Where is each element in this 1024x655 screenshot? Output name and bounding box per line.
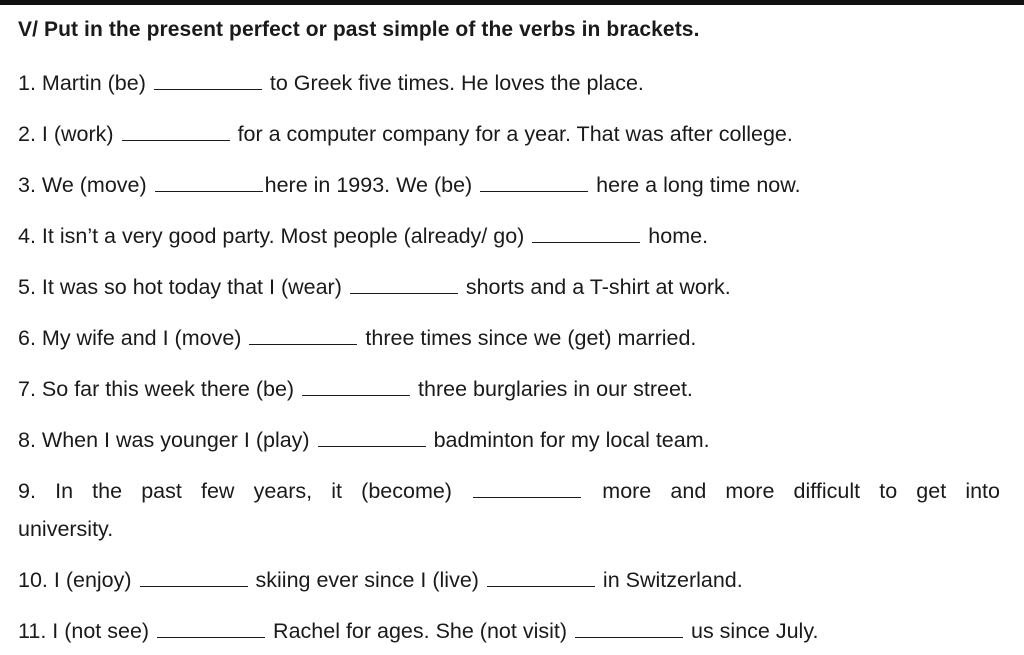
item-number: 8. (18, 428, 36, 452)
answer-blank[interactable] (480, 173, 588, 192)
exercise-item-2 (18, 121, 793, 147)
item-text: So far this week there (be) (41, 377, 295, 401)
exercise-item-11 (18, 618, 818, 644)
item-text: for a computer company for a year. That was after college. (237, 122, 793, 146)
exercise-item-5 (18, 274, 731, 300)
item-text: Martin (be) (41, 71, 146, 95)
item-text: I (not see) (52, 619, 150, 643)
exercise-item-7 (18, 376, 693, 402)
item-text: We (move) (41, 173, 147, 197)
top-border (0, 0, 1024, 5)
item-number: 10. (18, 568, 48, 592)
exercise-item-4 (18, 223, 708, 249)
item-text: I (work) (41, 122, 114, 146)
item-text: It was so hot today that I (wear) (41, 275, 342, 299)
exercise-item-8 (18, 427, 710, 453)
item-text: My wife and I (move) (41, 326, 242, 350)
item-number: 1. (18, 71, 36, 95)
answer-blank[interactable] (575, 619, 683, 638)
item-text: It isn’t a very good party. Most people (already/ go) (41, 224, 525, 248)
answer-blank[interactable] (154, 71, 262, 90)
item-text: In the past few years, it (become) (55, 479, 452, 503)
answer-blank[interactable] (249, 326, 357, 345)
answer-blank[interactable] (350, 275, 458, 294)
exercise-item-3 (18, 172, 801, 198)
exercise-item-1 (18, 70, 644, 96)
answer-blank[interactable] (155, 173, 263, 192)
item-number: 11. (18, 619, 47, 643)
item-number: 6. (18, 326, 36, 350)
item-text: three burglaries in our street. (418, 377, 693, 401)
answer-blank[interactable] (302, 377, 410, 396)
item-text: Rachel for ages. She (not visit) (273, 619, 568, 643)
answer-blank[interactable] (473, 479, 581, 498)
item-text: here in 1993. We (be) (264, 173, 473, 197)
item-number: 2. (18, 122, 36, 146)
item-text: more and more difficult to get into (602, 479, 1000, 503)
item-number: 3. (18, 173, 36, 197)
answer-blank[interactable] (140, 568, 248, 587)
item-text: I (enjoy) (53, 568, 132, 592)
item-text: us since July. (690, 619, 819, 643)
item-number: 4. (18, 224, 36, 248)
answer-blank[interactable] (318, 428, 426, 447)
answer-blank[interactable] (157, 619, 265, 638)
exercise-item-9 (18, 478, 1000, 504)
exercise-item-6 (18, 325, 696, 351)
item-text: to Greek five times. He loves the place. (269, 71, 644, 95)
exercise-item-10 (18, 567, 743, 593)
item-text: badminton for my local team. (433, 428, 710, 452)
item-text: three times since we (get) married. (365, 326, 697, 350)
exercise-item-9-continuation: university. (18, 517, 114, 541)
answer-blank[interactable] (122, 122, 230, 141)
item-text: When I was younger I (play) (41, 428, 310, 452)
item-number: 9. (18, 479, 36, 503)
item-text: here a long time now. (596, 173, 801, 197)
answer-blank[interactable] (487, 568, 595, 587)
item-text: in Switzerland. (602, 568, 743, 592)
item-text: shorts and a T-shirt at work. (465, 275, 731, 299)
item-text: home. (648, 224, 709, 248)
item-number: 7. (18, 377, 36, 401)
item-number: 5. (18, 275, 36, 299)
answer-blank[interactable] (532, 224, 640, 243)
exercise-heading: V/ Put in the present perfect or past simple of the verbs in brackets. (18, 18, 700, 41)
item-text: skiing ever since I (live) (255, 568, 479, 592)
